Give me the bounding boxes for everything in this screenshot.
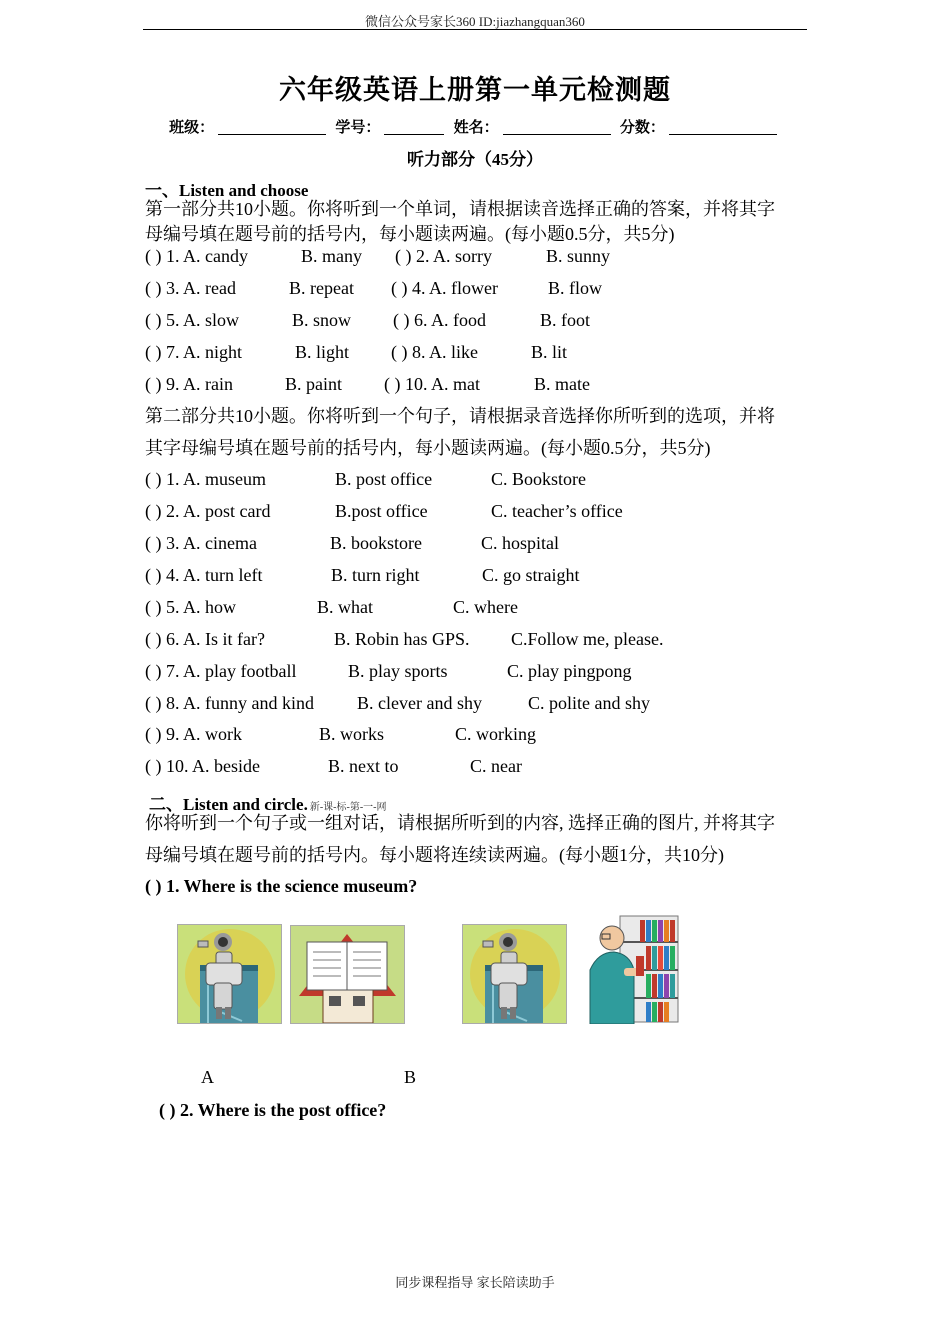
part2-q3-c: C. hospital xyxy=(481,533,560,553)
part2-q7-c: C. play pingpong xyxy=(507,661,632,681)
part1-q2-b: B. sunny xyxy=(546,246,611,266)
library-shelf-icon xyxy=(580,912,680,1024)
part1-instruction-line1: 第一部分共10小题。你将听到一个单词，请根据读音选择正确的答案，并将其字 xyxy=(145,199,775,219)
robot-picture-b[interactable] xyxy=(462,924,567,1024)
part2-q4-a: ( ) 4. A. turn left xyxy=(145,565,263,585)
part2-q5-c: C. where xyxy=(453,597,518,617)
part1-instruction-line2: 母编号填在题号前的括号内，每小题读两遍。(每小题0.5分，共5分) xyxy=(145,224,675,244)
part2-q10-b: B. next to xyxy=(328,756,399,776)
part2-q3-b: B. bookstore xyxy=(330,533,422,553)
section1-heading: 一、Listen and choose xyxy=(145,181,309,200)
part2-q7-a: ( ) 7. A. play football xyxy=(145,661,297,681)
part2-q1-c: C. Bookstore xyxy=(491,469,587,489)
option-letter-b: B xyxy=(404,1067,417,1087)
part1-q4: ( ) 4. A. flower xyxy=(391,278,498,298)
bookstore-icon xyxy=(291,926,404,1023)
id-label: 学号： xyxy=(335,118,381,136)
part2-q4-b: B. turn right xyxy=(331,565,420,585)
part1-q3-b: B. repeat xyxy=(289,278,354,298)
part1-q3: ( ) 3. A. read xyxy=(145,278,236,298)
part1-q4-b: B. flow xyxy=(548,278,602,298)
part2-q2-b: B.post office xyxy=(335,501,428,521)
robot-icon xyxy=(178,925,281,1023)
part2-q2-a: ( ) 2. A. post card xyxy=(145,501,271,521)
class-blank[interactable] xyxy=(218,119,326,135)
part2-instruction-line2: 其字母编号填在题号前的括号内，每小题读两遍。(每小题0.5分，共5分) xyxy=(145,438,711,458)
part1-q9-b: B. paint xyxy=(285,374,342,394)
part2-q2-c: C. teacher’s office xyxy=(491,501,623,521)
part2-q5-a: ( ) 5. A. how xyxy=(145,597,236,617)
part1-q1: ( ) 1. A. candy xyxy=(145,246,248,266)
part2-q6-a: ( ) 6. A. Is it far? xyxy=(145,629,265,649)
watermark-text: 新-课-标-第-一-网 xyxy=(309,802,387,813)
header-text: 微信公众号家长360 ID:jiazhangquan360 xyxy=(365,14,585,29)
part1-q5-b: B. snow xyxy=(292,310,352,330)
part2-q1-a: ( ) 1. A. museum xyxy=(145,469,266,489)
robot-picture-a[interactable] xyxy=(177,924,282,1024)
section2-q2: ( ) 2. Where is the post office? xyxy=(159,1100,387,1120)
part2-q8-a: ( ) 8. A. funny and kind xyxy=(145,693,314,713)
bookstore-picture-a[interactable] xyxy=(290,925,405,1024)
option-letter-a: A xyxy=(201,1067,214,1087)
part1-q7-b: B. light xyxy=(295,342,350,362)
part2-q8-b: B. clever and shy xyxy=(357,693,482,713)
part2-q9-c: C. working xyxy=(455,724,536,744)
page-title: 六年级英语上册第一单元检测题 xyxy=(279,75,671,106)
part2-q8-c: C. polite and shy xyxy=(528,693,650,713)
header-divider xyxy=(143,29,807,30)
part1-q10: ( ) 10. A. mat xyxy=(384,374,480,394)
part1-q7: ( ) 7. A. night xyxy=(145,342,242,362)
part2-q10-c: C. near xyxy=(470,756,522,776)
section2-instruction-line2: 母编号填在题号前的括号内。每小题将连续读两遍。(每小题1分，共10分) xyxy=(145,845,724,865)
section2-q1: ( ) 1. Where is the science museum? xyxy=(145,876,418,896)
id-blank[interactable] xyxy=(384,119,444,135)
part1-q1-b: B. many xyxy=(301,246,362,266)
part2-q5-b: B. what xyxy=(317,597,373,617)
part1-q9: ( ) 9. A. rain xyxy=(145,374,233,394)
part2-q6-b: B. Robin has GPS. xyxy=(334,629,470,649)
score-blank[interactable] xyxy=(669,119,777,135)
part2-q6-c: C.Follow me, please. xyxy=(511,629,664,649)
part2-q1-b: B. post office xyxy=(335,469,433,489)
part1-q6-b: B. foot xyxy=(540,310,591,330)
part2-instruction-line1: 第二部分共10小题。你将听到一个句子，请根据录音选择你所听到的选项，并将 xyxy=(145,406,775,426)
part2-q7-b: B. play sports xyxy=(348,661,448,681)
part1-q5: ( ) 5. A. slow xyxy=(145,310,239,330)
section2-instruction-line1: 你将听到一个句子或一组对话，请根据所听到的内容, 选择正确的图片, 并将其字 xyxy=(145,813,775,833)
name-blank[interactable] xyxy=(503,119,611,135)
score-label: 分数： xyxy=(619,118,665,136)
student-info-line xyxy=(0,116,950,137)
part2-q9-a: ( ) 9. A. work xyxy=(145,724,242,744)
robot-icon-b xyxy=(463,925,566,1023)
part1-q8: ( ) 8. A. like xyxy=(391,342,478,362)
listening-subtitle: 听力部分（45分） xyxy=(407,150,543,169)
part2-q4-c: C. go straight xyxy=(482,565,580,585)
part2-q3-a: ( ) 3. A. cinema xyxy=(145,533,257,553)
part1-q6: ( ) 6. A. food xyxy=(393,310,486,330)
part2-q9-b: B. works xyxy=(319,724,385,744)
part1-q8-b: B. lit xyxy=(531,342,568,362)
librarian-picture-b[interactable] xyxy=(580,912,680,1024)
class-label: 班级： xyxy=(169,118,215,136)
part1-q10-b: B. mate xyxy=(534,374,590,394)
footer-text: 同步课程指导 家长陪读助手 xyxy=(395,1275,555,1290)
part2-q10-a: ( ) 10. A. beside xyxy=(145,756,260,776)
name-label: 姓名： xyxy=(453,118,499,136)
section2-heading: 二、Listen and circle. xyxy=(149,795,308,814)
part1-q2: ( ) 2. A. sorry xyxy=(395,246,492,266)
